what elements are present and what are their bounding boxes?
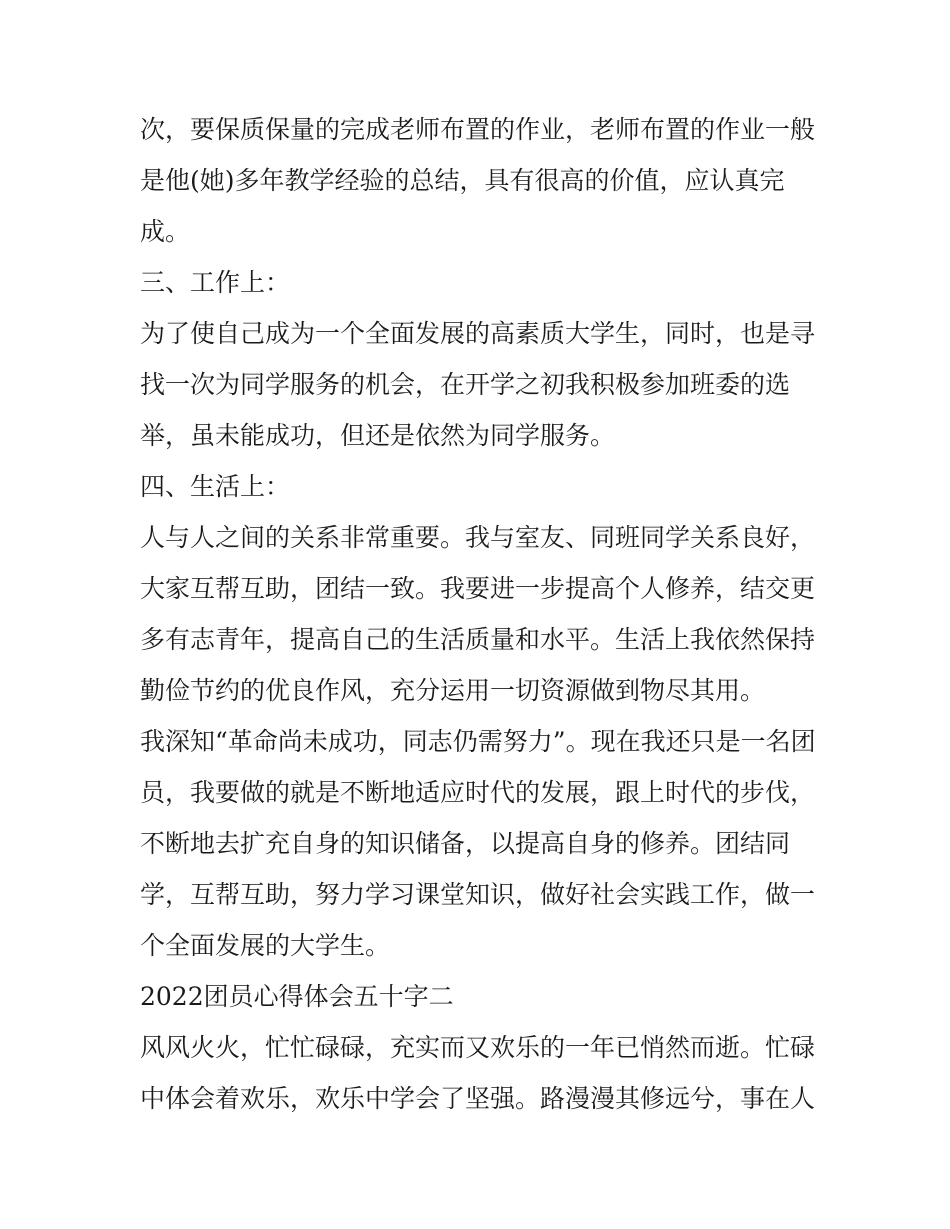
document-body [140, 104, 830, 1124]
article-title: 2022团员心得体会五十字二 [140, 982, 454, 1011]
text-line: 找一次为同学服务的机会，在开学之初我积极参加班委的选 [140, 370, 791, 399]
section-heading-work: 三、工作上： [140, 268, 291, 297]
text-line: 中体会着欢乐，欢乐中学会了坚强。路漫漫其修远兮，事在人 [140, 1084, 816, 1113]
text-line: 举，虽未能成功，但还是依然为同学服务。 [140, 421, 616, 450]
text-line: 是他(她)多年教学经验的总结，具有很高的价值，应认真完 [140, 166, 785, 195]
text-line: 不断地去扩充自身的知识储备，以提高自身的修养。团结同 [140, 829, 791, 858]
section-heading-life: 四、生活上： [140, 472, 291, 501]
text-line: 员，我要做的就是不断地适应时代的发展，跟上时代的步伐， [140, 778, 816, 807]
text-line: 人与人之间的关系非常重要。我与室友、同班同学关系良好， [140, 523, 816, 552]
text-line: 大家互帮互助，团结一致。我要进一步提高个人修养，结交更 [140, 574, 816, 603]
text-line: 多有志青年，提高自己的生活质量和水平。生活上我依然保持 [140, 625, 816, 654]
text-line: 成。 [140, 217, 191, 246]
text-line: 学，互帮互助，努力学习课堂知识，做好社会实践工作，做一 [140, 880, 816, 909]
text-line: 为了使自己成为一个全面发展的高素质大学生，同时，也是寻 [140, 319, 816, 348]
text-line: 个全面发展的大学生。 [140, 931, 391, 960]
text-line: 勤俭节约的优良作风，充分运用一切资源做到物尽其用。 [140, 676, 766, 705]
text-line: 风风火火，忙忙碌碌，充实而又欢乐的一年已悄然而逝。忙碌 [140, 1033, 816, 1062]
text-line: 我深知“革命尚未成功，同志仍需努力”。现在我还只是一名团 [140, 727, 816, 756]
text-line: 次，要保质保量的完成老师布置的作业，老师布置的作业一般 [140, 115, 816, 144]
